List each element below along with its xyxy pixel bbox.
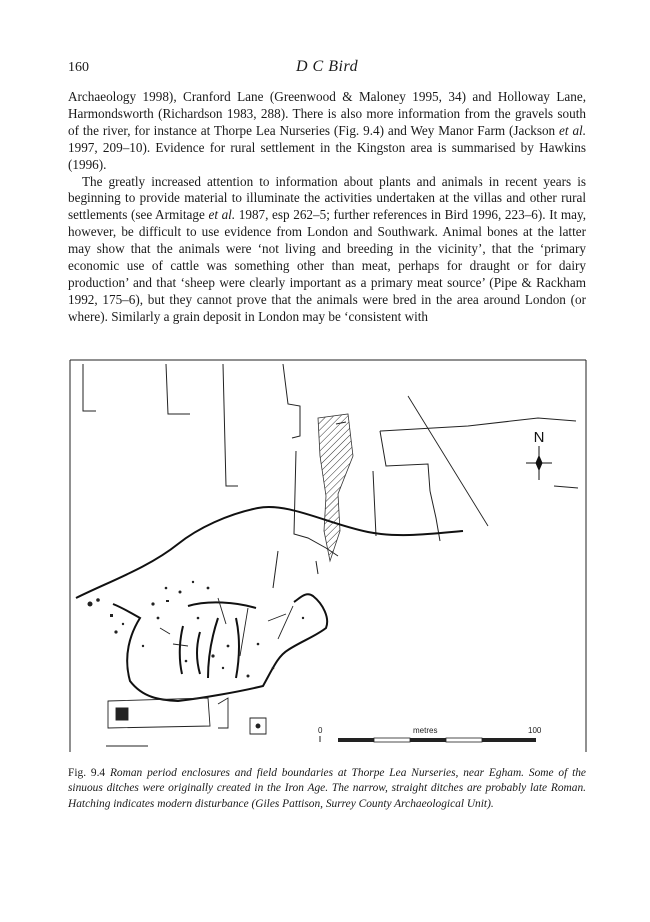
paragraph-1-text-b: 1997, 209–10). Evidence for rural settlement in the Kingston area is summarised by Hawkins (1996). <box>68 139 586 172</box>
lower-structures <box>106 698 266 746</box>
north-label: N <box>533 429 545 446</box>
figure-caption-text: Roman period enclosures and field boundaries at Thorpe Lea Nurseries, near Egham. Some of the sinuous ditches were originally created in the Iron Age. The narrow, straight ditches are probably late Roman. Hatching indicates modern disturbance (Giles Pattison, Surrey County Archaeological Unit). <box>68 767 586 810</box>
paragraph-1 <box>68 89 586 174</box>
paragraph-1-text-a: Archaeology 1998), Cranford Lane (Greenwood & Maloney 1995, 34) and Holloway Lane, Harmondsworth (Richardson 1983, 288). There is also more information from the gravels south of the river, for instance at Thorpe Lea Nurseries (Fig. 9.4) and Wey Manor Farm (Jackson <box>68 89 586 138</box>
pits-and-features <box>88 581 305 678</box>
paragraph-2-text-b: 1987, esp 262–5; further references in Bird 1996, 223–6). It may, however, be difficult to use evidence from London and Southwark. Animal bones at the latter may show that the animals were ‘not living and breeding in the vicinity’, that the ‘primary economic use of cattle was something other than meat, perhaps for draught or for dairy production’ and that ‘sheep were clearly important as a primary meat source’ (Pipe & Rackham 1992, 175–6), but they cannot prove that the animals were bred in the area around London (or where). Similarly a grain deposit in London may be ‘consistent with <box>68 207 586 324</box>
scale-bar <box>320 736 536 742</box>
sinuous-ditches <box>76 507 463 701</box>
site-plan-figure <box>68 356 588 758</box>
scale-max-label: 100 <box>528 726 542 735</box>
paragraph-2-text-a: The greatly increased attention to information about plants and animals in recent years is beginning to provide material to illuminate the activities undertaken at the villas and other rural settlements (see Armitage <box>68 173 586 223</box>
scale-unit-label: metres <box>413 726 438 735</box>
scale-zero-label: 0 <box>318 726 323 735</box>
paragraph-2 <box>68 174 586 326</box>
body-text <box>68 89 586 326</box>
page-number: 160 <box>68 60 89 75</box>
north-arrow-icon <box>526 446 552 480</box>
figure-caption <box>68 766 586 812</box>
modern-disturbance-hatching <box>318 414 353 561</box>
paragraph-2-et-al: et al. <box>208 207 236 223</box>
running-head: D C Bird <box>296 58 359 75</box>
paragraph-1-et-al: et al. <box>559 122 587 138</box>
figure-caption-label: Fig. 9.4 <box>68 767 106 779</box>
